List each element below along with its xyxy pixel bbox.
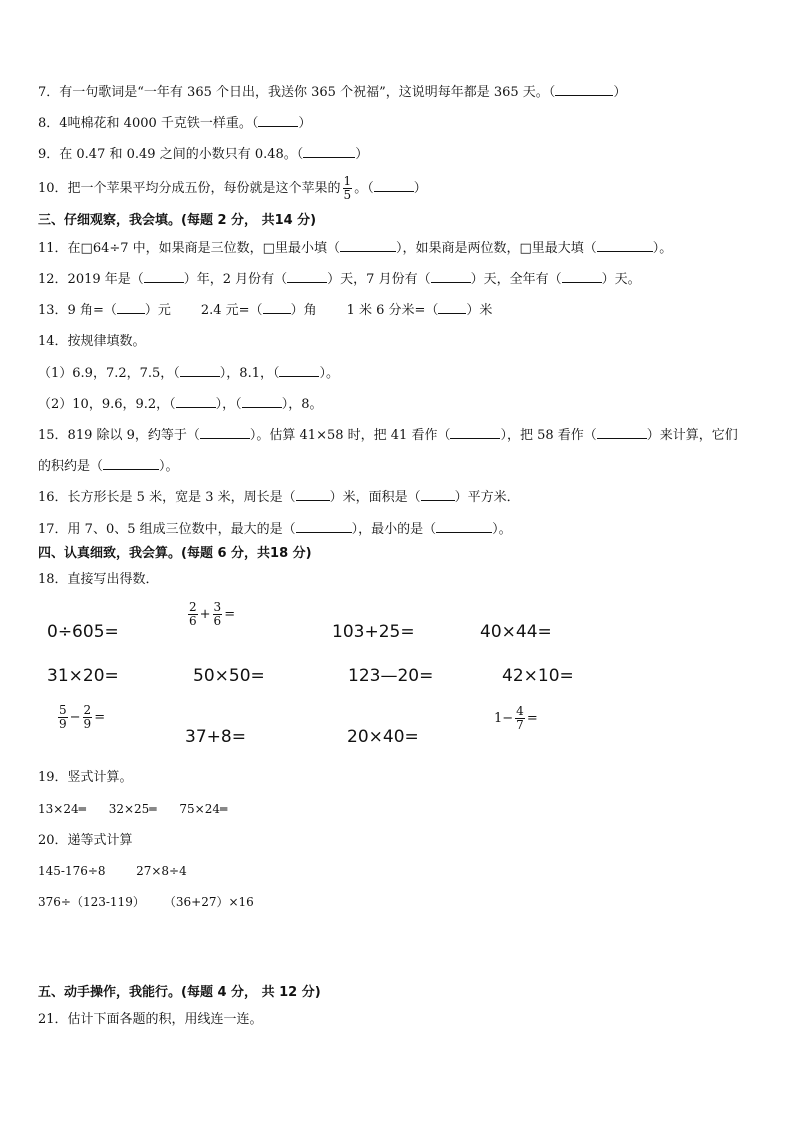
- question-18: 18．直接写出得数．: [38, 572, 159, 587]
- answer-blank[interactable]: [450, 427, 500, 439]
- question-19: 19．竖式计算。: [38, 770, 133, 785]
- question-12: 12．2019 年是（ ）年，2 月份有（ ）天，7 月份有（ ）天，全年有（ ）天。: [38, 272, 641, 287]
- answer-blank[interactable]: [258, 115, 298, 127]
- calc-item: 40×44=: [480, 622, 552, 642]
- answer-blank[interactable]: [117, 302, 145, 314]
- calc-item: 123—20=: [348, 666, 434, 686]
- question-17: 17．用 7、0、5 组成三位数中，最大的是（ ），最小的是（ ）。: [38, 522, 512, 537]
- question-20-row-1: 145-176÷8 27×8÷4: [38, 864, 187, 878]
- question-15: 15．819 除以 9，约等于（ ）。估算 41×58 时，把 41 看作（ ），把 58 看作（ ）来计算，它们: [38, 428, 738, 443]
- answer-blank[interactable]: [438, 302, 466, 314]
- question-14-2: （2）10，9.6，9.2，（ ），（ ），8。: [38, 397, 323, 412]
- answer-blank[interactable]: [103, 458, 159, 470]
- answer-blank[interactable]: [436, 521, 492, 533]
- answer-blank[interactable]: [431, 271, 471, 283]
- question-13: 13．9 角=（ ）元 2.4 元=（ ）角 1 米 6 分米=（ ）米: [38, 303, 493, 318]
- answer-blank[interactable]: [279, 365, 319, 377]
- question-7: 7．有一句歌词是“一年有 365 个日出，我送你 365 个祝福”，这说明每年都是 365 天。（ ）: [38, 85, 627, 100]
- answer-blank[interactable]: [340, 240, 396, 252]
- calc-item: 31×20=: [47, 666, 119, 686]
- answer-blank[interactable]: [421, 489, 455, 501]
- answer-blank[interactable]: [374, 180, 414, 192]
- question-11: 11．在□64÷7 中，如果商是三位数，□里最小填（ ），如果商是两位数，□里最大填（ ）。: [38, 241, 673, 256]
- fraction: $\frac{1}{5}$: [343, 174, 352, 202]
- question-10: 10．把一个苹果平均分成五份，每份就是这个苹果的 $\frac{1}{5}$ 。（ ）: [38, 174, 427, 202]
- question-20-row-2: 376÷（123-119） （36+27）×16: [38, 895, 254, 909]
- calc-item: 103+25=: [332, 622, 415, 642]
- calc-item: $\frac{2}{6}$ + $\frac{3}{6}$ =: [189, 600, 236, 628]
- answer-blank[interactable]: [555, 84, 613, 96]
- answer-blank[interactable]: [296, 521, 352, 533]
- section-4-heading: 四、认真细致，我会算。(每题 6 分，共18 分): [38, 546, 312, 561]
- calc-item: 42×10=: [502, 666, 574, 686]
- section-3-heading: 三、仔细观察，我会填。(每题 2 分， 共14 分): [38, 213, 317, 228]
- question-14-1: （1）6.9，7.2，7.5，（ ），8.1，（ ）。: [38, 366, 339, 381]
- question-14: 14．按规律填数。: [38, 334, 146, 349]
- answer-blank[interactable]: [200, 427, 250, 439]
- question-9: 9．在 0.47 和 0.49 之间的小数只有 0.48。（ ）: [38, 147, 369, 162]
- answer-blank[interactable]: [242, 396, 282, 408]
- calc-item: 0÷605=: [47, 622, 119, 642]
- question-19-items: 13×24═ 32×25═ 75×24═: [38, 802, 228, 816]
- answer-blank[interactable]: [562, 271, 602, 283]
- answer-blank[interactable]: [296, 489, 330, 501]
- answer-blank[interactable]: [180, 365, 220, 377]
- calc-item: 50×50=: [193, 666, 265, 686]
- answer-blank[interactable]: [287, 271, 327, 283]
- question-8: 8．4吨棉花和 4000 千克铁一样重。（ ）: [38, 116, 312, 131]
- answer-blank[interactable]: [263, 302, 291, 314]
- calc-item: 1− $\frac{4}{7}$ =: [494, 704, 538, 732]
- answer-blank[interactable]: [303, 146, 355, 158]
- section-5-heading: 五、动手操作，我能行。(每题 4 分， 共 12 分): [38, 985, 321, 1000]
- question-21: 21．估计下面各题的积，用线连一连。: [38, 1012, 263, 1027]
- answer-blank[interactable]: [597, 427, 647, 439]
- answer-blank[interactable]: [144, 271, 184, 283]
- answer-blank[interactable]: [176, 396, 216, 408]
- question-16: 16．长方形长是 5 米，宽是 3 米，周长是（ ）米，面积是（ ）平方米．: [38, 490, 520, 505]
- question-15-cont: 的积约是（ ）。: [38, 459, 179, 474]
- calc-item: $\frac{5}{9}$ − $\frac{2}{9}$ =: [59, 703, 106, 731]
- calc-item: 37+8=: [185, 727, 246, 747]
- calc-item: 20×40=: [347, 727, 419, 747]
- answer-blank[interactable]: [597, 240, 653, 252]
- question-20: 20．递等式计算: [38, 833, 133, 848]
